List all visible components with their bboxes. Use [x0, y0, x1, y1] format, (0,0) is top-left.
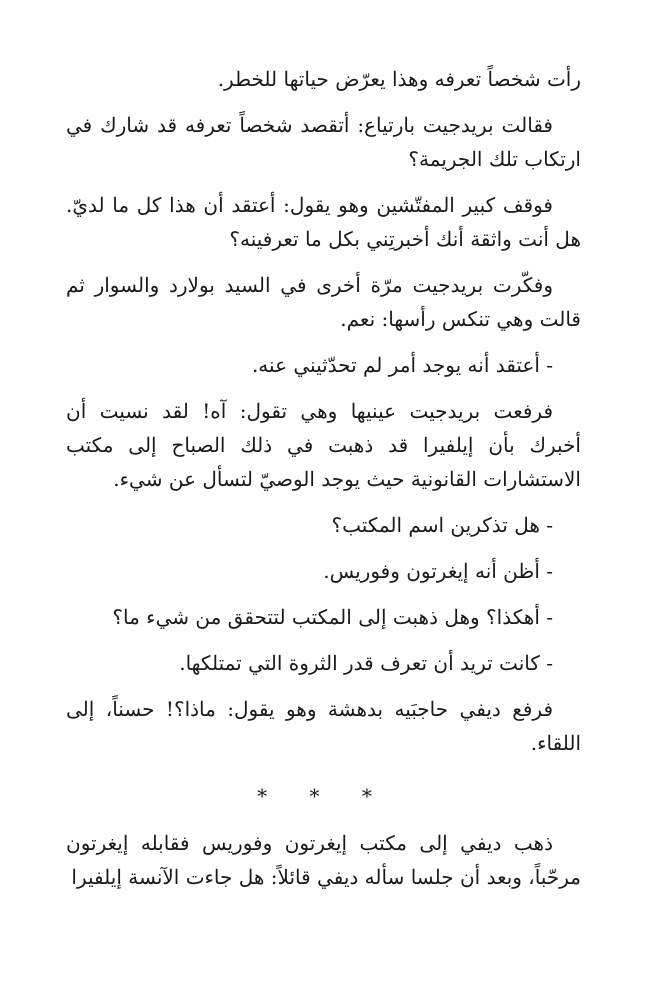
paragraph: فرفعت بريدجيت عينيها وهي تقول: آه! لقد نسيت أن أخبرك بأن إيلفيرا قد ذهبت في ذلك الصباح إلى مكتب الاستشارات القانونية حيث يوجد الوصيّ لتسأل عن شيء. [66, 399, 581, 491]
dialogue-line: - أهكذا؟ وهل ذهبت إلى المكتب لتتحقق من شيء ما؟ [112, 605, 553, 629]
paragraph: وفكّرت بريدجيت مرّة أخرى في السيد بولارد والسوار ثم قالت وهي تنكس رأسها: نعم. [66, 273, 581, 331]
paragraph: ذهب ديفي إلى مكتب إيغرتون وفوريس فقابله إيغرتون مرحّباً، وبعد أن جلسا سأله ديفي قائلاً: هل جاءت الآنسة إيلفيرا [66, 831, 581, 889]
dialogue-line: - أظن أنه إيغرتون وفوريس. [323, 559, 553, 583]
section-separator: * * * [257, 784, 390, 808]
paragraph: فقالت بريدجيت بارتياع: أتقصد شخصاً تعرفه قد شارك في ارتكاب تلك الجريمة؟ [66, 113, 581, 171]
dialogue-line: - كانت تريد أن تعرف قدر الثروة التي تمتلكها. [179, 651, 553, 675]
dialogue-line: - هل تذكرين اسم المكتب؟ [331, 513, 553, 537]
paragraph: فوقف كبير المفتّشين وهو يقول: أعتقد أن هذا كل ما لديّ. هل أنت واثقة أنك أخبرتِني بكل ما تعرفينه؟ [66, 193, 581, 251]
dialogue-line: - أعتقد أنه يوجد أمر لم تحدّثيني عنه. [251, 353, 553, 377]
paragraph: فرفع ديفي حاجبَيه بدهشة وهو يقول: ماذا؟! حسناً، إلى اللقاء. [66, 697, 581, 755]
paragraph: رأت شخصاً تعرفه وهذا يعرّض حياتها للخطر. [217, 67, 581, 91]
